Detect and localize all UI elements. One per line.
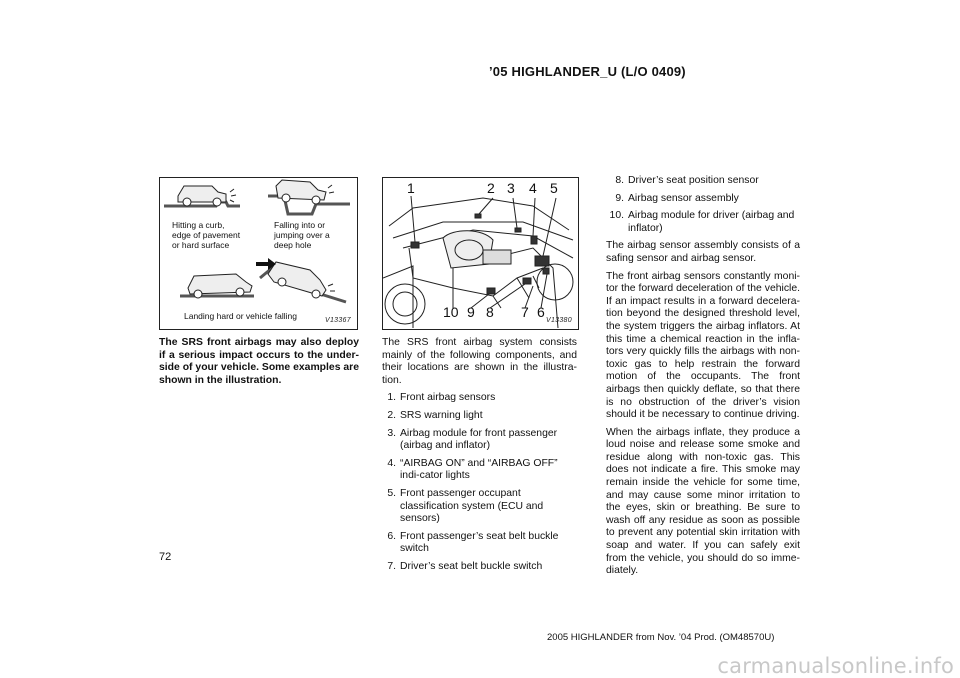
list-item — [382, 392, 577, 405]
item-number: 9. — [615, 192, 624, 204]
callout-9: 9 — [467, 304, 475, 320]
body-paragraph: The airbag sensor assembly consists of a safing sensor and airbag sensor. — [606, 240, 800, 264]
components-column — [382, 337, 577, 579]
list-item — [382, 458, 577, 483]
body-paragraph: The front airbag sensors constantly moni-tor the forward deceleration of the vehicle. If an impact results in a forward decelera-tion beyond the designed threshold level, the system triggers the airbag inflators. At this time a chemical reaction in the infla-tors very quickly fills the airbags with non-toxic gas to help restrain the forward motion of the occupants. The front airbags then quickly deflate, so that there is no obstruction of the driver’s vision should it be necessary to continue driving. — [606, 270, 800, 421]
item-number: 1. — [387, 392, 396, 404]
curb-caption: Hitting a curb, edge of pavement or hard surface — [172, 220, 241, 250]
callout-3: 3 — [507, 180, 515, 196]
item-number: 3. — [387, 427, 396, 439]
vehicle-interior-drawing — [383, 178, 578, 329]
item-text: Front passenger occupant classification system (ECU and sensors) — [400, 487, 544, 525]
list-item — [382, 410, 577, 423]
list-item — [606, 210, 800, 235]
watermark: carmanualsonline.info — [717, 654, 954, 678]
body-paragraph: When the airbags inflate, they produce a loud noise and release some smoke and residue along with non-toxic gas. This does not indicate a fire. This smoke may remain inside the vehicle for some time, and may cause some minor irritation to the eyes, skin or breathing. Be sure to wash off any residue as soon as possible to prevent any potential skin irritation with soap and water. If you can safely exit from the vehicle, you should do so imme-diately. — [606, 426, 800, 577]
item-text: Driver’s seat position sensor — [628, 175, 759, 186]
landing-caption: Landing hard or vehicle falling — [184, 311, 297, 321]
srs-components-illustration — [382, 177, 579, 330]
callout-2: 2 — [487, 180, 495, 196]
list-item — [606, 175, 800, 188]
running-header: ’05 HIGHLANDER_U (L/O 0409) — [489, 64, 686, 79]
item-text: SRS warning light — [400, 409, 483, 421]
list-item — [382, 488, 577, 526]
item-text: Airbag module for driver (airbag and inflator) — [628, 210, 795, 234]
item-text: “AIRBAG ON” and “AIRBAG OFF” indi-cator lights — [400, 457, 558, 482]
list-item — [382, 428, 577, 453]
list-item — [382, 561, 577, 574]
item-number: 2. — [387, 409, 396, 421]
item-text: Front airbag sensors — [400, 392, 496, 404]
underside-impact-drawing — [160, 178, 357, 329]
hole-caption: Falling into or jumping over a deep hole — [274, 220, 330, 250]
callout-1: 1 — [407, 180, 415, 196]
callout-10: 10 — [443, 304, 459, 320]
item-number: 7. — [387, 560, 396, 572]
item-number: 10. — [609, 210, 624, 222]
item-number: 4. — [387, 457, 396, 469]
callout-5: 5 — [550, 180, 558, 196]
callout-6: 6 — [537, 304, 545, 320]
figure-code: V13367 — [325, 317, 351, 324]
lead-paragraph — [159, 337, 359, 392]
list-item — [382, 531, 577, 556]
item-number: 6. — [387, 530, 396, 542]
operation-column — [606, 175, 800, 583]
footer: 2005 HIGHLANDER from Nov. ’04 Prod. (OM48570U) — [547, 632, 775, 643]
item-number: 5. — [387, 487, 396, 499]
item-text: Airbag module for front passenger (airbag and inflator) — [400, 427, 558, 452]
figure-code: V13380 — [546, 317, 572, 324]
item-text: Front passenger’s seat belt buckle switch — [400, 530, 559, 555]
page-number: 72 — [159, 551, 172, 563]
callout-8: 8 — [486, 304, 494, 320]
callout-7: 7 — [521, 304, 529, 320]
underside-impact-illustration — [159, 177, 358, 330]
item-number: 8. — [615, 175, 624, 186]
item-text: Driver’s seat belt buckle switch — [400, 560, 543, 572]
components-intro: The SRS front airbag system consists mainly of the following components, and their locations are shown in the illustra-tion. — [382, 337, 577, 386]
list-item — [606, 193, 800, 206]
lead-text: The SRS front airbags may also deploy if a serious impact occurs to the under-side of your vehicle. Some examples are shown in the illustration. — [159, 337, 359, 386]
callout-4: 4 — [529, 180, 537, 196]
item-text: Airbag sensor assembly — [628, 192, 739, 204]
